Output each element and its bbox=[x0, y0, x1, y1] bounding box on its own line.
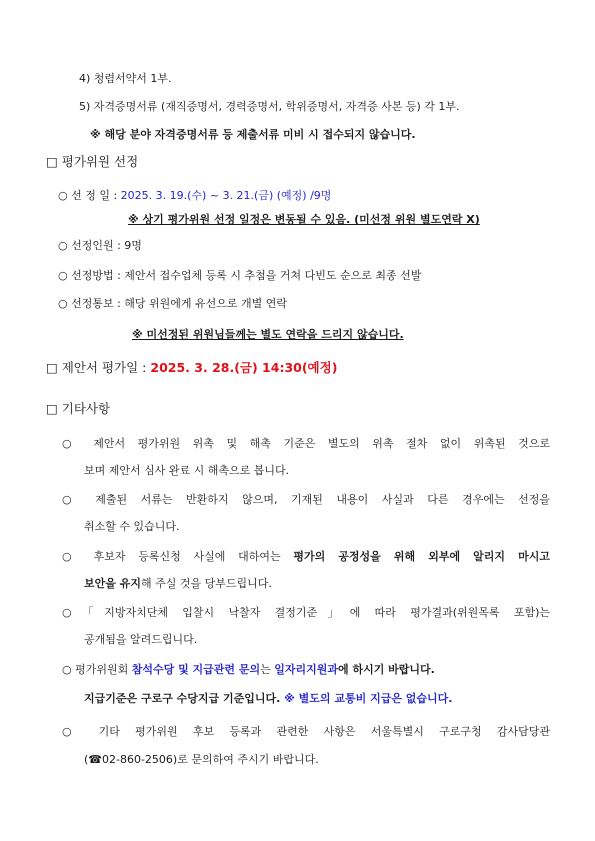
confidential-text: ○ 후보자 등록신청 사실에 대하여는 bbox=[62, 550, 294, 563]
selection-date bbox=[58, 188, 331, 204]
other-item-appointment-line2: 보며 제안서 심사 완료 시 해촉으로 봅니다. bbox=[84, 464, 290, 477]
allowance-department: 일자리지원과 bbox=[274, 663, 338, 676]
section-heading-selection: □ 평가위원 선정 bbox=[46, 154, 139, 169]
selection-count: ○ 선정인원 : 9명 bbox=[58, 239, 142, 252]
other-item-appointment-line1: ○ 제안서 평가위원 위촉 및 해촉 기준은 별도의 위촉 절차 없이 위촉된 것으로 bbox=[62, 437, 550, 450]
other-item-allowance-line1 bbox=[62, 662, 435, 678]
confidential-emphasis: 평가의 공정성을 위해 외부에 알리지 마시고 bbox=[293, 550, 550, 563]
allowance-text-e: 에 하시기 바랍니다. bbox=[338, 663, 435, 676]
other-item-contact-line2: (☎02-860-2506)로 문의하여 주시기 바랍니다. bbox=[84, 753, 319, 766]
selection-notify-note: ※ 미선정된 위원님들께는 별도 연락을 드리지 않습니다. bbox=[132, 328, 404, 341]
confidential-text-2: 해 주실 것을 당부드립니다. bbox=[140, 577, 272, 590]
section-heading-other: □ 기타사항 bbox=[46, 401, 111, 416]
other-item-confidential-line2 bbox=[84, 576, 272, 592]
other-item-confidential-line1 bbox=[62, 549, 550, 565]
evaluation-date: 2025. 3. 28.(금) 14:30(예정) bbox=[150, 360, 338, 375]
other-item-results-line2: 공개됨을 알려드립니다. bbox=[84, 633, 198, 646]
selection-date-note: ※ 상기 평가위원 선정 일정은 변동될 수 있음. (미선정 위원 별도연락 X) bbox=[128, 213, 480, 226]
item-credentials: 5) 자격증명서류 (재직증명서, 경력증명서, 학위증명서, 자격증 사본 등) 각 1부. bbox=[79, 100, 460, 113]
evaluation-heading-label: □ 제안서 평가일 : bbox=[46, 360, 151, 375]
selection-date-value: 2025. 3. 19.(수) ~ 3. 21.(금) (예정) /9명 bbox=[120, 189, 332, 202]
transport-note: ※ 별도의 교통비 지급은 없습니다. bbox=[284, 692, 453, 705]
confidential-emphasis-2: 보안을 유지 bbox=[84, 577, 141, 590]
item-pledge: 4) 청렴서약서 1부. bbox=[79, 72, 172, 85]
section-heading-evaluation bbox=[46, 360, 337, 376]
selection-date-label: ○ 선 정 일 : bbox=[58, 189, 121, 202]
other-item-documents-line1: ○ 제출된 서류는 반환하지 않으며, 기재된 내용이 사실과 다른 경우에는 선정을 bbox=[62, 493, 550, 506]
selection-method: ○ 선정방법 : 제안서 접수업체 등록 시 추첨을 거쳐 다빈도 순으로 최종 선발 bbox=[58, 269, 422, 282]
other-item-allowance-line2 bbox=[84, 691, 452, 707]
credentials-note: ※ 해당 분야 자격증명서류 등 제출서류 미비 시 접수되지 않습니다. bbox=[90, 128, 416, 141]
allowance-text-c: 는 bbox=[260, 663, 275, 676]
allowance-text-a: ○ 평가위원회 bbox=[62, 663, 132, 676]
allowance-standard: 지급기준은 구로구 수당지급 기준입니다. bbox=[84, 692, 285, 705]
other-item-results-line1: ○「지방자치단체 입찰시 낙찰자 결정기준」에 따라 평가결과(위원목록 포함)는 bbox=[62, 606, 550, 619]
selection-notify: ○ 선정통보 : 해당 위원에게 유선으로 개별 연락 bbox=[58, 297, 288, 310]
other-item-documents-line2: 취소할 수 있습니다. bbox=[84, 520, 180, 533]
allowance-inquiry: 참석수당 및 지급관련 문의 bbox=[131, 663, 261, 676]
other-item-contact-line1: ○ 기타 평가위원 후보 등록과 관련한 사항은 서울특별시 구로구청 감사담당관 bbox=[62, 725, 550, 738]
